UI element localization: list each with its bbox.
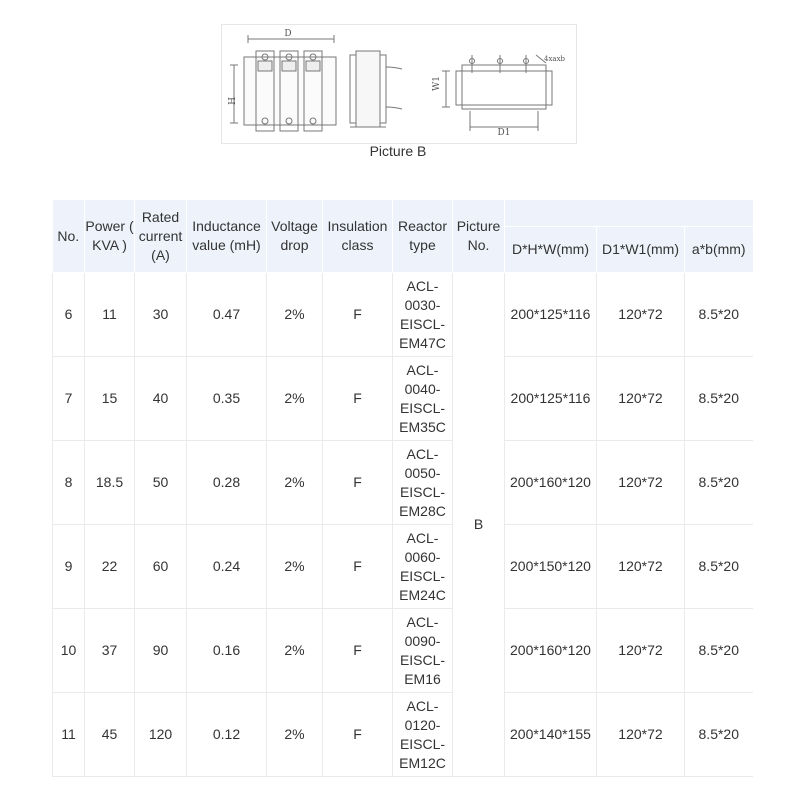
cell-ab: 8.5*20 bbox=[685, 441, 753, 525]
table-row bbox=[53, 609, 753, 693]
cell-picture-no: B bbox=[453, 273, 505, 777]
front-view-drawing bbox=[230, 35, 336, 131]
cell-inductance: 0.28 bbox=[187, 441, 267, 525]
side-view-drawing bbox=[350, 51, 402, 127]
header-d1w1: D1*W1(mm) bbox=[597, 227, 685, 273]
table-row bbox=[53, 273, 753, 357]
header-dhw: D*H*W(mm) bbox=[505, 227, 597, 273]
header-reactor-type: Reactor type bbox=[393, 200, 453, 273]
cell-reactor-type: ACL-0040-EISCL-EM35C bbox=[393, 357, 453, 441]
cell-ab: 8.5*20 bbox=[685, 693, 753, 777]
cell-voltage-drop: 2% bbox=[267, 525, 323, 609]
cell-voltage-drop: 2% bbox=[267, 441, 323, 525]
cell-inductance: 0.16 bbox=[187, 609, 267, 693]
dim-label-d1: D1 bbox=[497, 128, 511, 138]
cell-current: 60 bbox=[135, 525, 187, 609]
cell-current: 90 bbox=[135, 609, 187, 693]
figure-caption: Picture B bbox=[369, 143, 427, 159]
cell-insulation: F bbox=[323, 357, 393, 441]
cell-d1w1: 120*72 bbox=[597, 441, 685, 525]
cell-inductance: 0.24 bbox=[187, 525, 267, 609]
cell-reactor-type: ACL-0090-EISCL-EM16 bbox=[393, 609, 453, 693]
header-dimensions-group bbox=[505, 200, 753, 227]
cell-inductance: 0.12 bbox=[187, 693, 267, 777]
cell-no: 11 bbox=[53, 693, 85, 777]
cell-d1w1: 120*72 bbox=[597, 357, 685, 441]
cell-ab: 8.5*20 bbox=[685, 525, 753, 609]
cell-voltage-drop: 2% bbox=[267, 693, 323, 777]
table-row bbox=[53, 357, 753, 441]
cell-no: 8 bbox=[53, 441, 85, 525]
dim-label-d: D bbox=[284, 29, 292, 39]
header-rated-current: Rated current (A) bbox=[135, 200, 187, 273]
cell-power: 37 bbox=[85, 609, 135, 693]
cell-insulation: F bbox=[323, 693, 393, 777]
cell-d1w1: 120*72 bbox=[597, 609, 685, 693]
cell-power: 22 bbox=[85, 525, 135, 609]
cell-current: 120 bbox=[135, 693, 187, 777]
dim-label-hole: 4xaxb bbox=[544, 55, 566, 63]
cell-insulation: F bbox=[323, 273, 393, 357]
cell-ab: 8.5*20 bbox=[685, 357, 753, 441]
cell-power: 45 bbox=[85, 693, 135, 777]
cell-reactor-type: ACL-0050-EISCL-EM28C bbox=[393, 441, 453, 525]
header-voltage-drop: Voltage drop bbox=[267, 200, 323, 273]
reactor-spec-table bbox=[52, 200, 753, 777]
cell-no: 9 bbox=[53, 525, 85, 609]
cell-power: 11 bbox=[85, 273, 135, 357]
cell-ab: 8.5*20 bbox=[685, 609, 753, 693]
cell-current: 40 bbox=[135, 357, 187, 441]
cell-d1w1: 120*72 bbox=[597, 693, 685, 777]
header-insulation-class: Insulation class bbox=[323, 200, 393, 273]
cell-insulation: F bbox=[323, 609, 393, 693]
cell-no: 7 bbox=[53, 357, 85, 441]
cell-dhw: 200*140*155 bbox=[505, 693, 597, 777]
table-row bbox=[53, 441, 753, 525]
cell-power: 18.5 bbox=[85, 441, 135, 525]
header-no: No. bbox=[53, 200, 85, 273]
table-row bbox=[53, 525, 753, 609]
header-power: Power ( KVA ) bbox=[85, 200, 135, 273]
top-view-drawing bbox=[442, 55, 552, 131]
cell-insulation: F bbox=[323, 525, 393, 609]
cell-dhw: 200*160*120 bbox=[505, 609, 597, 693]
cell-d1w1: 120*72 bbox=[597, 525, 685, 609]
cell-voltage-drop: 2% bbox=[267, 273, 323, 357]
cell-reactor-type: ACL-0060-EISCL-EM24C bbox=[393, 525, 453, 609]
cell-dhw: 200*160*120 bbox=[505, 441, 597, 525]
header-picture-no: Picture No. bbox=[453, 200, 505, 273]
table-row bbox=[53, 693, 753, 777]
cell-ab: 8.5*20 bbox=[685, 273, 753, 357]
header-inductance: Inductance value (mH) bbox=[187, 200, 267, 273]
header-ab: a*b(mm) bbox=[685, 227, 753, 273]
cell-voltage-drop: 2% bbox=[267, 609, 323, 693]
cell-reactor-type: ACL-0030-EISCL-EM47C bbox=[393, 273, 453, 357]
dim-label-h: H bbox=[225, 97, 235, 105]
cell-power: 15 bbox=[85, 357, 135, 441]
cell-reactor-type: ACL-0120-EISCL-EM12C bbox=[393, 693, 453, 777]
cell-no: 10 bbox=[53, 609, 85, 693]
cell-current: 50 bbox=[135, 441, 187, 525]
cell-inductance: 0.47 bbox=[187, 273, 267, 357]
cell-d1w1: 120*72 bbox=[597, 273, 685, 357]
cell-no: 6 bbox=[53, 273, 85, 357]
cell-dhw: 200*150*120 bbox=[505, 525, 597, 609]
reactor-dimension-drawing bbox=[221, 24, 577, 144]
cell-inductance: 0.35 bbox=[187, 357, 267, 441]
dim-label-w1: W1 bbox=[432, 76, 442, 91]
cell-current: 30 bbox=[135, 273, 187, 357]
cell-dhw: 200*125*116 bbox=[505, 357, 597, 441]
cell-insulation: F bbox=[323, 441, 393, 525]
cell-dhw: 200*125*116 bbox=[505, 273, 597, 357]
cell-voltage-drop: 2% bbox=[267, 357, 323, 441]
